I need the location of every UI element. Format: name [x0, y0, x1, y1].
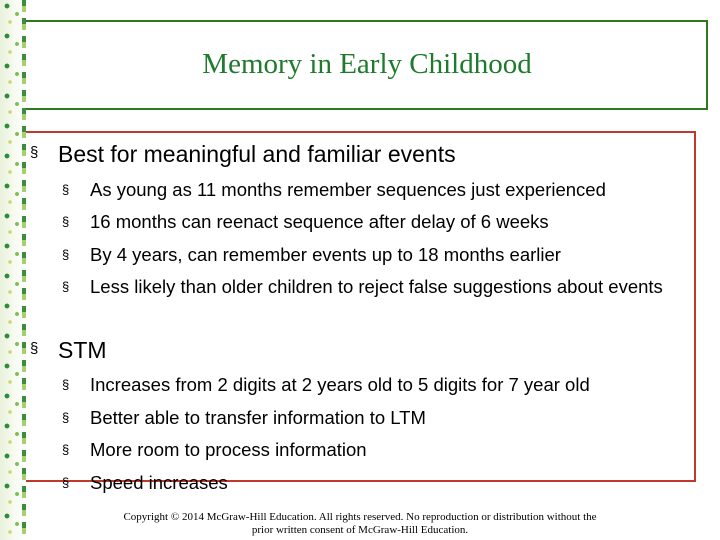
bullet-icon: §: [62, 442, 70, 457]
bullet-icon: §: [30, 340, 39, 357]
bullet-icon: §: [62, 247, 70, 262]
list-item-text: More room to process information: [90, 439, 367, 460]
list-item-text: Less likely than older children to reject false suggestions about events: [90, 276, 663, 297]
list-item-text: Increases from 2 digits at 2 years old to 5 digits for 7 year old: [90, 374, 590, 395]
bullet-icon: §: [62, 475, 70, 490]
list-item-text: By 4 years, can remember events up to 18 months earlier: [90, 244, 561, 265]
bullet-icon: §: [30, 144, 39, 161]
bullet-icon: §: [62, 377, 70, 392]
list-item-text: As young as 11 months remember sequences just experienced: [90, 179, 606, 200]
footer-line-1: Copyright © 2014 McGraw-Hill Education. All rights reserved. No reproduction or distribution without the: [123, 511, 597, 523]
bullet-icon: §: [62, 410, 70, 425]
list-item-text: Better able to transfer information to LTM: [90, 407, 426, 428]
decorative-left-border: [0, 0, 26, 540]
bullet-icon: §: [62, 182, 70, 197]
section-heading-text: STM: [58, 337, 107, 363]
list-item-text: Speed increases: [90, 472, 228, 493]
section-heading-text: Best for meaningful and familiar events: [58, 141, 456, 167]
slide-title: Memory in Early Childhood: [202, 48, 532, 80]
bullet-icon: §: [62, 214, 70, 229]
bullet-icon: §: [62, 279, 70, 294]
copyright-footer: [80, 511, 640, 537]
list-item-text: 16 months can reenact sequence after delay of 6 weeks: [90, 211, 549, 232]
footer-line-2: prior written consent of McGraw-Hill Education.: [251, 524, 469, 536]
